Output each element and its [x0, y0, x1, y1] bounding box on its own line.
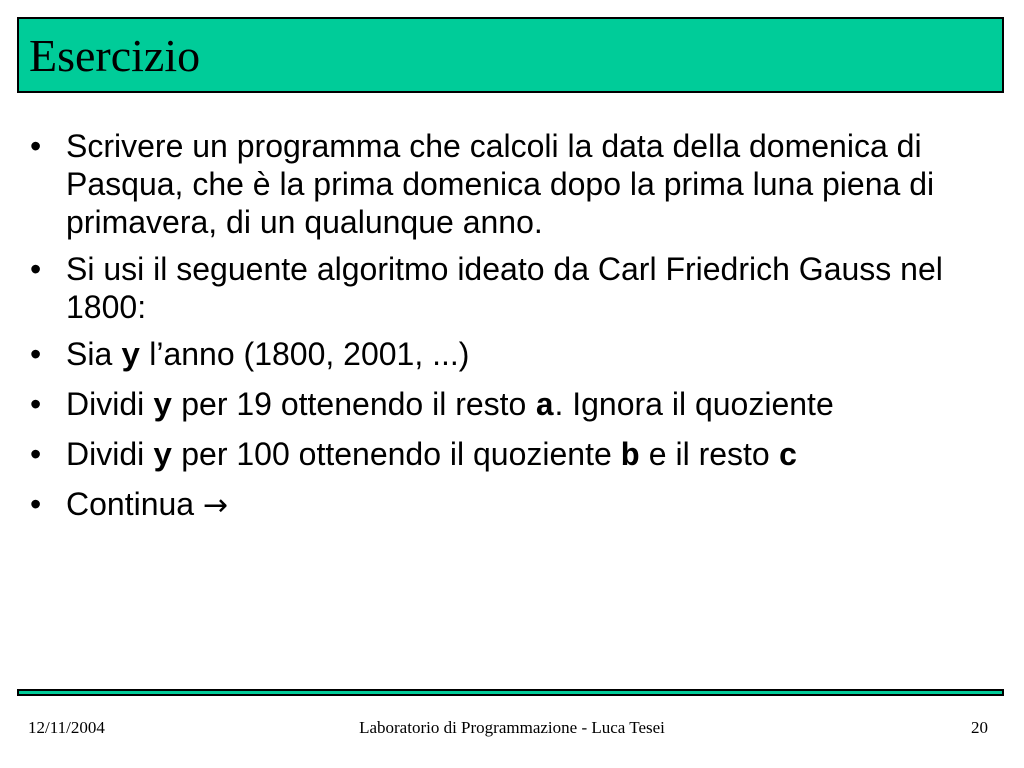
- bullet-item: [28, 127, 998, 241]
- bullet-text-pre: Dividi: [66, 436, 154, 472]
- bullet-item: [28, 435, 998, 476]
- bullet-marker: •: [30, 336, 42, 372]
- bullet-text-post: l’anno (1800, 2001, ...): [140, 336, 470, 372]
- footer-course: Laboratorio di Programmazione - Luca Tesei: [359, 718, 665, 737]
- footer-date: 12/11/2004: [28, 718, 105, 737]
- variable-c: c: [778, 438, 798, 475]
- bullet-text-mid: per 100 ottenendo il quoziente: [172, 436, 621, 472]
- bullet-item: [28, 250, 998, 326]
- bullet-marker: •: [30, 386, 42, 422]
- bullet-marker: •: [30, 436, 42, 472]
- footer-divider: [17, 689, 1004, 696]
- variable-a: a: [535, 388, 555, 425]
- bullet-marker: •: [30, 486, 42, 522]
- variable-y: y: [153, 438, 173, 475]
- bullet-item: [28, 385, 998, 426]
- bullet-marker: •: [30, 251, 42, 287]
- page-number: 20: [971, 718, 988, 737]
- arrow-right-icon: →: [202, 488, 229, 523]
- title-bar: [17, 17, 1004, 93]
- bullet-text: Scrivere un programma che calcoli la data della domenica di Pasqua, che è la prima domenica dopo la prima luna piena di primavera, di un qualunque anno.: [66, 128, 935, 240]
- slide-title: Esercizio: [29, 30, 201, 81]
- bullet-list: [28, 127, 998, 534]
- bullet-text-mid: per 19 ottenendo il resto: [172, 386, 536, 422]
- bullet-text-pre: Sia: [66, 336, 122, 372]
- bullet-text-post: . Ignora il quoziente: [554, 386, 834, 422]
- variable-y: y: [153, 388, 173, 425]
- bullet-text: Continua: [66, 486, 203, 522]
- bullet-item: [28, 485, 998, 525]
- variable-b: b: [620, 438, 640, 475]
- bullet-text: Si usi il seguente algoritmo ideato da Carl Friedrich Gauss nel 1800:: [66, 251, 943, 325]
- bullet-text-mid: e il resto: [639, 436, 779, 472]
- bullet-text-pre: Dividi: [66, 386, 154, 422]
- bullet-marker: •: [30, 128, 42, 164]
- variable-y: y: [121, 338, 141, 375]
- bullet-item: [28, 335, 998, 376]
